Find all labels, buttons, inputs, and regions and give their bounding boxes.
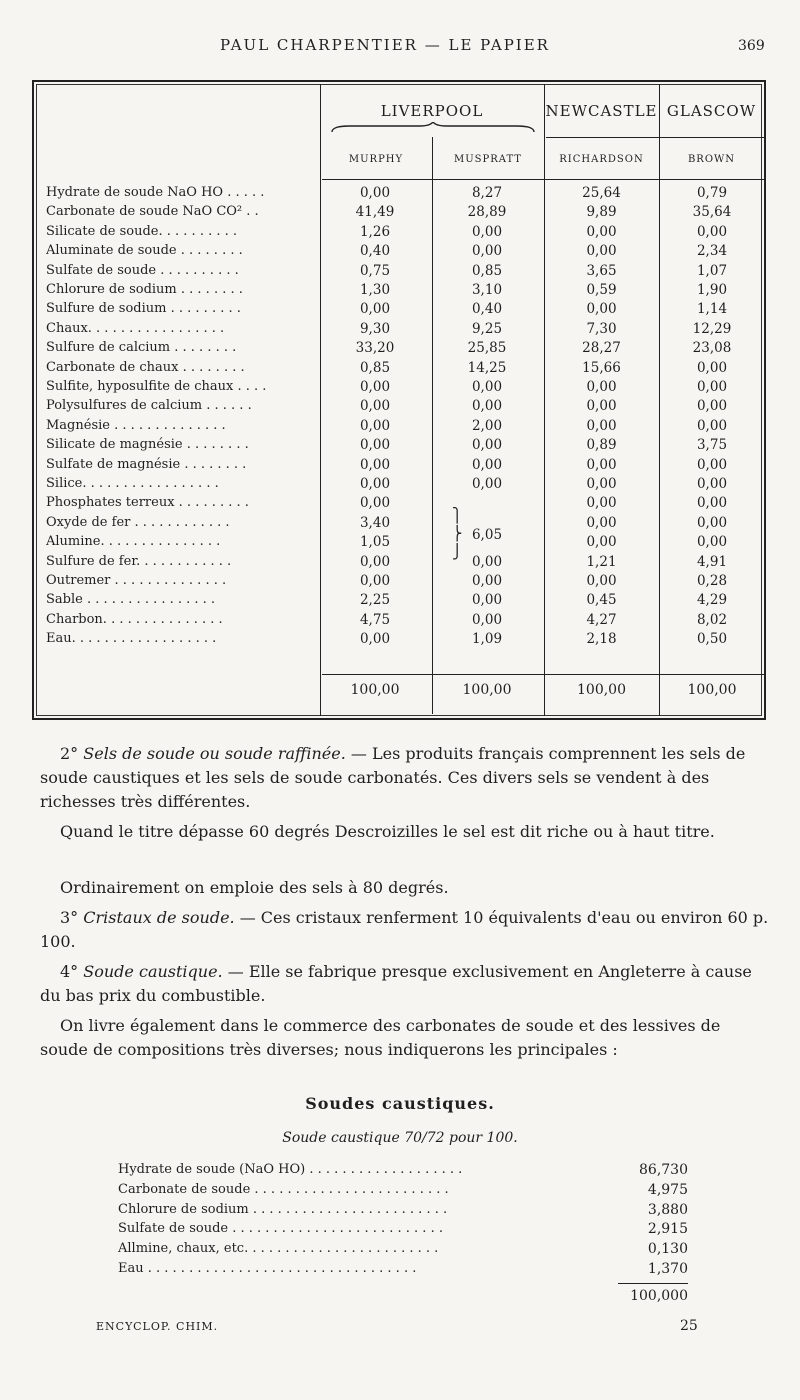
row-label: Sulfate de soude . . . . . . . . . . — [46, 262, 239, 278]
merged-value: 6,05 — [471, 527, 503, 543]
table-row — [34, 301, 764, 320]
table-row — [34, 263, 764, 282]
sum-rule — [618, 1283, 688, 1284]
composition-label: Allmine, chaux, etc. . . . . . . . . . . . . . . . . . . . . . . . — [118, 1241, 439, 1257]
table-row — [34, 224, 764, 243]
cell-value: 0,00 — [696, 359, 728, 376]
paragraph-heading: Soude caustique. — [83, 962, 223, 981]
group-header-glascow: GLASCOW — [666, 102, 757, 120]
cell-value: 0,85 — [471, 262, 503, 279]
cell-value: 0,85 — [359, 359, 391, 376]
table-row — [34, 612, 764, 631]
composition-item — [118, 1241, 688, 1261]
total-value: 100,00 — [462, 682, 512, 698]
table-divider — [546, 137, 764, 138]
row-label: Carbonate de soude NaO CO² . . — [46, 204, 259, 220]
cell-value: 25,85 — [467, 340, 507, 357]
cell-value: 0,00 — [359, 573, 391, 589]
cell-value: 0,00 — [471, 398, 503, 415]
paragraph-degres: Ordinairement on emploie des sels à 80 degrés. — [60, 878, 449, 897]
cell-value: 25,64 — [582, 185, 621, 201]
group-header-newcastle: NEWCASTLE — [545, 102, 658, 120]
cell-value: 0,75 — [359, 262, 391, 279]
cell-value: 1,30 — [359, 282, 391, 298]
sub-header-richardson: RICHARDSON — [559, 154, 644, 165]
row-label: Silicate de soude. . . . . . . . . . — [46, 223, 238, 239]
paragraph-titre: Quand le titre dépasse 60 degrés Descroizilles le sel est dit riche ou à haut titre. — [60, 822, 715, 841]
row-label: Chlorure de sodium . . . . . . . . — [46, 282, 243, 297]
paragraph-commerce: On livre également dans le commerce des carbonates de soude et des lessives de soude de compositions très diverses; nous indiquerons les principales : — [40, 1016, 721, 1059]
cell-value: 0,00 — [696, 476, 728, 492]
cell-value: 0,00 — [471, 437, 503, 454]
cell-value: 3,10 — [471, 282, 503, 298]
composition-value: 4,975 — [647, 1181, 688, 1198]
composition-item — [118, 1182, 688, 1202]
row-label: Sulfate de magnésie . . . . . . . . — [46, 456, 247, 472]
row-label: Eau. . . . . . . . . . . . . . . . . . — [46, 631, 217, 647]
cell-value: 15,66 — [582, 359, 621, 376]
cell-value: 9,89 — [586, 204, 617, 221]
cell-value: 0,00 — [471, 379, 503, 395]
footer-signature: ENCYCLOP. CHIM. — [96, 1320, 219, 1333]
row-label: Oxyde de fer . . . . . . . . . . . . — [46, 514, 230, 530]
cell-value: 4,75 — [359, 611, 391, 628]
cell-value: 41,49 — [355, 204, 395, 221]
row-label: Alumine. . . . . . . . . . . . . . . — [46, 534, 221, 550]
cell-value: 3,75 — [696, 437, 728, 454]
merge-brace: ⎫ — [452, 508, 463, 524]
paragraph-number: 2° — [60, 744, 79, 763]
paragraph-sels-de-soude — [40, 742, 770, 814]
group-brace — [330, 122, 536, 136]
sub-header-muspratt: MUSPRATT — [454, 154, 522, 165]
cell-value: 1,26 — [359, 223, 391, 240]
cell-value: 1,07 — [696, 262, 728, 279]
cell-value: 0,00 — [586, 495, 617, 512]
total-value: 100,00 — [350, 682, 400, 698]
table-row — [34, 592, 764, 611]
cell-value: 0,00 — [359, 301, 391, 318]
row-label: Sulfure de fer. . . . . . . . . . . . — [46, 553, 232, 569]
row-label: Sulfure de sodium . . . . . . . . . — [46, 301, 241, 317]
cell-value: 28,89 — [467, 204, 507, 221]
cell-value: 0,79 — [696, 185, 728, 201]
composition-item — [118, 1261, 688, 1281]
table-row — [34, 204, 764, 223]
composition-value: 3,880 — [647, 1201, 688, 1218]
table-row — [34, 437, 764, 456]
cell-value: 9,25 — [471, 320, 503, 337]
cell-value: 0,00 — [586, 534, 617, 551]
cell-value: 0,45 — [586, 592, 617, 609]
group-header-liverpool: LIVERPOOL — [380, 102, 484, 120]
cell-value: 2,25 — [359, 592, 391, 609]
paragraph-number: 4° — [60, 962, 79, 981]
row-label: Chaux. . . . . . . . . . . . . . . . . — [46, 320, 225, 336]
row-label: Polysulfures de calcium . . . . . . — [46, 398, 252, 414]
section-subtitle: Soude caustique 70/72 pour 100. — [282, 1130, 518, 1146]
table-row — [34, 495, 764, 514]
cell-value: 0,00 — [586, 514, 617, 531]
cell-value: 1,09 — [471, 631, 503, 648]
composition-item — [118, 1221, 688, 1241]
merge-brace: ⎬ — [452, 526, 463, 542]
cell-value: 0,00 — [696, 417, 728, 434]
composition-value: 0,130 — [647, 1241, 688, 1258]
cell-value: 7,30 — [586, 320, 617, 337]
composition-value: 1,370 — [647, 1261, 688, 1277]
row-label: Sulfure de calcium . . . . . . . . — [46, 340, 237, 356]
cell-value: 0,40 — [359, 243, 391, 260]
cell-value: 0,00 — [471, 223, 503, 240]
cell-value: 0,00 — [586, 573, 617, 589]
table-row — [34, 340, 764, 359]
composition-value: 2,915 — [647, 1221, 688, 1238]
cell-value: 2,00 — [471, 417, 503, 434]
paragraph-soude-caustique — [40, 960, 770, 1008]
table-row — [34, 573, 764, 592]
table-row — [34, 321, 764, 340]
cell-value: 0,00 — [586, 243, 617, 260]
cell-value: 0,00 — [586, 223, 617, 240]
row-label: Sulfite, hyposulfite de chaux . . . . — [46, 379, 267, 394]
composition-label: Carbonate de soude . . . . . . . . . . . . . . . . . . . . . . . . — [118, 1181, 449, 1197]
total-value: 100,00 — [577, 682, 626, 698]
row-label: Silicate de magnésie . . . . . . . . — [46, 437, 249, 453]
cell-value: 1,21 — [586, 553, 617, 570]
cell-value: 14,25 — [467, 359, 507, 376]
table-row — [34, 554, 764, 573]
table-row — [34, 185, 764, 204]
cell-value: 0,28 — [696, 573, 728, 589]
cell-value: 28,27 — [582, 340, 621, 357]
cell-value: 0,00 — [586, 379, 617, 395]
row-label: Phosphates terreux . . . . . . . . . — [46, 495, 249, 511]
sub-header-murphy: MURPHY — [348, 154, 404, 165]
cell-value: 0,00 — [471, 573, 503, 589]
composition-item — [118, 1162, 688, 1182]
cell-value: 0,00 — [471, 243, 503, 260]
cell-value: 0,00 — [359, 553, 391, 570]
row-label: Aluminate de soude . . . . . . . . — [46, 243, 243, 259]
cell-value: 2,18 — [586, 631, 617, 648]
cell-value: 8,27 — [471, 185, 503, 201]
cell-value: 0,00 — [586, 476, 617, 492]
cell-value: 23,08 — [692, 340, 732, 357]
paragraph-text: — Les produits français comprennent les sels de soude caustiques et les sels de soude carbonatés. Ces divers sels se vendent à des richesses très différentes. — [40, 744, 746, 811]
cell-value: 4,29 — [696, 592, 728, 609]
composition-table — [32, 80, 766, 720]
cell-value: 0,00 — [359, 398, 391, 415]
row-label: Hydrate de soude NaO HO . . . . . — [46, 185, 265, 200]
cell-value: 35,64 — [692, 204, 732, 221]
cell-value: 0,00 — [359, 417, 391, 434]
cell-value: 0,00 — [359, 476, 391, 492]
composition-label: Eau . . . . . . . . . . . . . . . . . . . . . . . . . . . . . . . . . — [118, 1261, 417, 1276]
cell-value: 8,02 — [696, 611, 728, 628]
row-label: Silice. . . . . . . . . . . . . . . . . — [46, 476, 219, 491]
cell-value: 0,00 — [586, 301, 617, 318]
cell-value: 9,30 — [359, 320, 391, 337]
row-label: Outremer . . . . . . . . . . . . . . — [46, 573, 227, 588]
cell-value: 0,50 — [696, 631, 728, 648]
table-row — [34, 243, 764, 262]
page-header — [0, 36, 800, 58]
cell-value: 0,00 — [696, 379, 728, 395]
cell-value: 1,90 — [696, 282, 728, 298]
cell-value: 0,00 — [471, 456, 503, 473]
cell-value: 3,65 — [586, 262, 617, 279]
cell-value: 0,00 — [471, 611, 503, 628]
cell-value: 0,00 — [359, 495, 391, 512]
section-title: Soudes caustiques. — [305, 1094, 495, 1113]
running-title: PAUL CHARPENTIER — LE PAPIER — [220, 36, 550, 54]
table-row — [34, 398, 764, 417]
row-label: Charbon. . . . . . . . . . . . . . . — [46, 611, 223, 627]
cell-value: 1,05 — [359, 534, 391, 551]
row-label: Sable . . . . . . . . . . . . . . . . — [46, 592, 216, 608]
table-row — [34, 360, 764, 379]
cell-value: 33,20 — [355, 340, 395, 357]
paragraph-text: — Elle se fabrique presque exclusivement en Angleterre à cause du bas prix du combustible. — [40, 962, 752, 1005]
composition-value: 86,730 — [639, 1162, 688, 1178]
cell-value: 0,00 — [696, 534, 728, 551]
cell-value: 0,00 — [359, 631, 391, 648]
table-row — [34, 418, 764, 437]
cell-value: 2,34 — [696, 243, 728, 260]
composition-label: Sulfate de soude . . . . . . . . . . . . . . . . . . . . . . . . . . — [118, 1221, 443, 1237]
cell-value: 12,29 — [692, 320, 732, 337]
paragraph-cristaux — [40, 906, 770, 954]
cell-value: 0,00 — [471, 476, 503, 492]
cell-value: 0,00 — [359, 185, 391, 201]
table-row — [34, 379, 764, 398]
table-row — [34, 631, 764, 650]
cell-value: 0,00 — [696, 456, 728, 473]
composition-label: Hydrate de soude (NaO HO) . . . . . . . . . . . . . . . . . . . — [118, 1162, 463, 1177]
composition-label: Chlorure de sodium . . . . . . . . . . . . . . . . . . . . . . . . — [118, 1201, 448, 1217]
totals-row — [34, 682, 764, 701]
cell-value: 0,00 — [359, 379, 391, 395]
cell-value: 0,00 — [696, 514, 728, 531]
cell-value: 0,00 — [586, 417, 617, 434]
cell-value: 4,27 — [586, 611, 617, 628]
paragraph-heading: Sels de soude ou soude raffinée. — [83, 744, 346, 763]
cell-value: 0,00 — [696, 398, 728, 415]
footer-sheet-number: 25 — [680, 1318, 698, 1334]
merge-brace: ⎭ — [452, 544, 463, 560]
row-label: Carbonate de chaux . . . . . . . . — [46, 359, 245, 375]
cell-value: 3,40 — [359, 514, 391, 531]
composition-item — [118, 1202, 688, 1222]
row-label: Magnésie . . . . . . . . . . . . . . — [46, 417, 226, 433]
cell-value: 0,89 — [586, 437, 617, 454]
table-row — [34, 476, 764, 495]
table-row — [34, 534, 764, 553]
paragraph-number: 3° — [60, 908, 79, 927]
sub-header-brown: BROWN — [687, 154, 736, 165]
table-row — [34, 282, 764, 301]
table-row — [34, 457, 764, 476]
cell-value: 0,00 — [359, 437, 391, 454]
composition-total: 100,000 — [630, 1288, 688, 1304]
cell-value: 0,00 — [471, 592, 503, 609]
paragraph-heading: Cristaux de soude. — [83, 908, 235, 927]
table-row — [34, 515, 764, 534]
page-number: 369 — [738, 38, 765, 54]
total-value: 100,00 — [687, 682, 737, 698]
cell-value: 0,00 — [696, 223, 728, 240]
paragraph-text: — Ces cristaux renferment 10 équivalents d'eau ou environ 60 p. 100. — [40, 908, 769, 951]
table-divider — [322, 179, 764, 180]
cell-value: 4,91 — [696, 553, 728, 570]
cell-value: 0,00 — [586, 456, 617, 473]
cell-value: 0,00 — [471, 553, 503, 570]
cell-value: 0,00 — [359, 456, 391, 473]
table-divider — [322, 674, 764, 675]
cell-value: 0,59 — [586, 282, 617, 298]
cell-value: 0,00 — [696, 495, 728, 512]
cell-value: 0,40 — [471, 301, 503, 318]
cell-value: 1,14 — [696, 301, 728, 318]
cell-value: 0,00 — [586, 398, 617, 415]
